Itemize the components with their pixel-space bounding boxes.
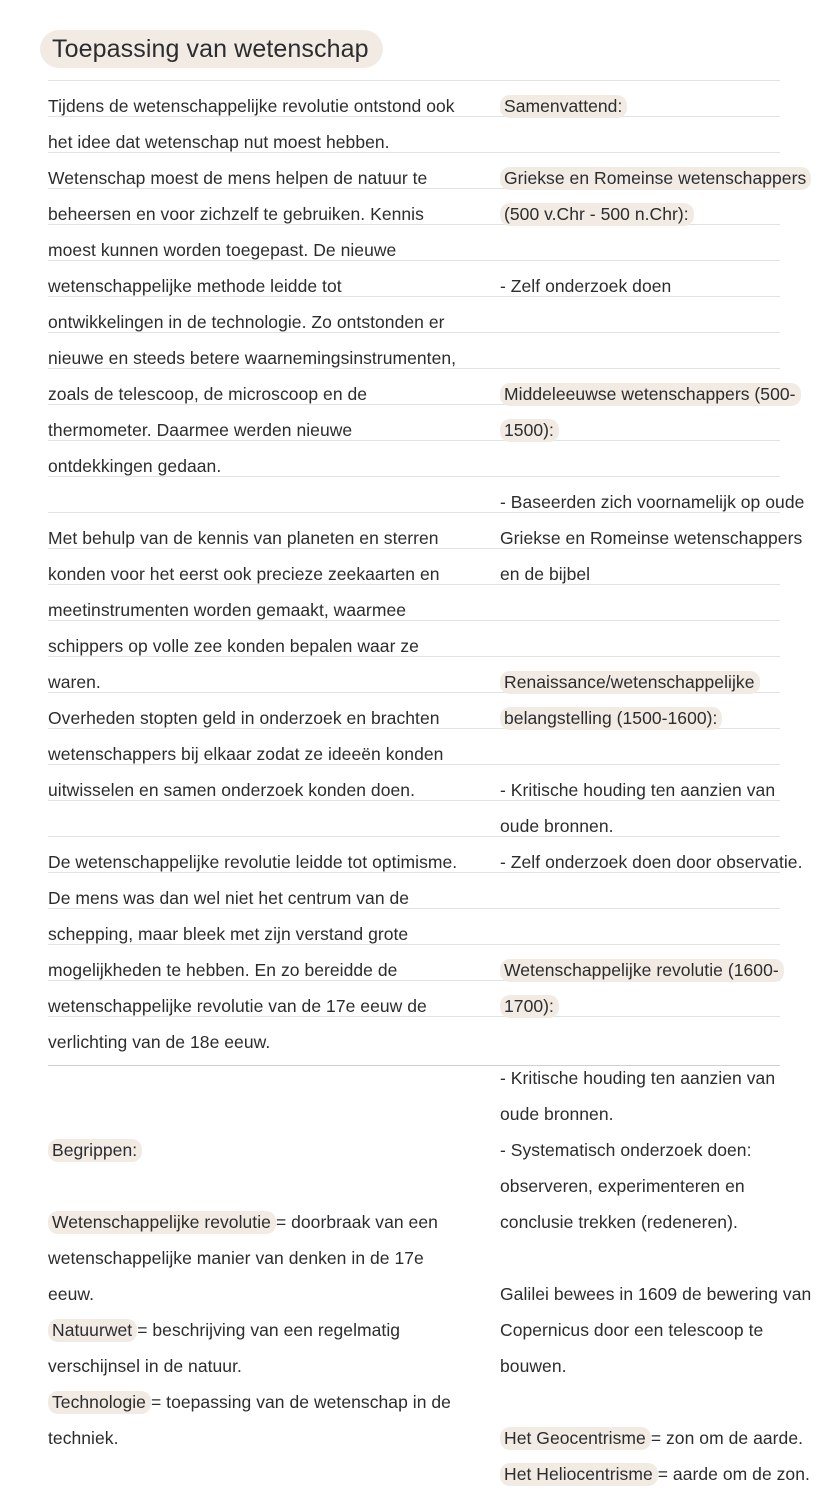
definition-item [500, 1420, 812, 1456]
galilei-note: Galilei bewees in 1609 de bewering van Copernicus door een telescoop te bouwen. [500, 1284, 812, 1376]
begrip-definition: = beschrijving van een regelmatig verschijnsel in de natuur. [48, 1320, 401, 1376]
section-heading-scientific-revolution [500, 952, 812, 1024]
section-item: - Zelf onderzoek doen door observatie. [500, 852, 803, 872]
section-gap [500, 736, 812, 772]
begrippen-heading [48, 1132, 460, 1168]
page-title-row [40, 30, 788, 70]
paragraph-gap [48, 484, 460, 520]
definition-term: Het Heliocentrisme [500, 1463, 658, 1486]
section-gap [500, 232, 812, 268]
section-item: - Kritische houding ten aanzien van oude bronnen. [500, 780, 776, 836]
paragraph-4: De wetenschappelijke revolutie leidde tot optimisme. De mens was dan wel niet het centrum van de schepping, maar bleek met zijn verstand grote mogelijkheden te hebben. En zo bereidde de wetenschappelijke revolutie van de 17e eeuw de verlichting van de 18e eeuw. [48, 852, 458, 1052]
definition-text: = zon om de aarde. [650, 1428, 804, 1448]
section-item: - Kritische houding ten aanzien van oude bronnen. [500, 1068, 776, 1124]
begrip-term: Wetenschappelijke revolutie [48, 1211, 276, 1234]
section-heading-middle-ages [500, 376, 812, 448]
begrip-item [48, 1384, 460, 1456]
right-column [500, 88, 812, 1492]
section-gap [500, 304, 812, 376]
section-item: - Baseerden zich voornamelijk op oude Griekse en Romeinse wetenschappers en de bijbel [500, 492, 805, 584]
section-heading-label: Renaissance/wetenschappelijke belangstelling (1500-1600): [500, 671, 760, 730]
paragraph-1: Tijdens de wetenschappelijke revolutie ontstond ook het idee dat wetenschap nut moest hebben. Wetenschap moest de mens helpen de natuur te beheersen en voor zichzelf te gebruiken. Kennis moest kunnen worden toegepast. De nieuwe wetenschappelijke methode leidde tot ontwikkelingen in de technologie. Zo ontstonden er nieuwe en steeds betere waarnemingsinstrumenten, zoals de telescoop, de microscoop en de thermometer. Daarmee werden nieuwe ontdekkingen gedaan. [48, 96, 457, 476]
paragraph-gap [48, 1168, 460, 1204]
section-heading-label: Griekse en Romeinse wetenschappers (500 v.Chr - 500 n.Chr): [500, 167, 811, 226]
section-gap [500, 448, 812, 484]
section-heading-label: Middeleeuwse wetenschappers (500-1500): [500, 383, 801, 442]
paragraph-2: Met behulp van de kennis van planeten en sterren konden voor het eerst ook precieze zeekaarten en meetinstrumenten worden gemaakt, waarmee schippers op volle zee konden bepalen waar ze waren. [48, 528, 440, 692]
begrip-item [48, 1312, 460, 1384]
section-heading-label: Wetenschappelijke revolutie (1600-1700): [500, 959, 784, 1018]
begrip-definition: = toepassing van de wetenschap in de techniek. [48, 1392, 451, 1448]
begrip-term: Technologie [48, 1391, 151, 1414]
paragraph-gap [48, 1060, 460, 1132]
section-heading-renaissance [500, 664, 812, 736]
left-column [48, 88, 460, 1456]
section-gap [500, 124, 812, 160]
begrip-definition: = doorbraak van een wetenschappelijke manier van denken in de 17e eeuw. [48, 1212, 438, 1304]
page-title: Toepassing van wetenschap [40, 30, 383, 68]
section-item: - Zelf onderzoek doen [500, 276, 672, 296]
section-item: - Systematisch onderzoek doen: observeren, experimenteren en conclusie trekken (redeneren). [500, 1140, 752, 1232]
section-heading-greeks-romans [500, 160, 812, 232]
section-gap [500, 592, 812, 664]
begrip-term: Natuurwet [48, 1319, 137, 1342]
samenvattend-heading-label: Samenvattend: [500, 95, 627, 118]
paragraph-gap [48, 808, 460, 844]
definition-term: Het Geocentrisme [500, 1427, 651, 1450]
begrip-item [48, 1204, 460, 1312]
paragraph-3: Overheden stopten geld in onderzoek en brachten wetenschappers bij elkaar zodat ze ideeën konden uitwisselen en samen onderzoek konden doen. [48, 708, 444, 800]
section-gap [500, 880, 812, 952]
section-gap [500, 1240, 812, 1276]
begrippen-heading-label: Begrippen: [48, 1139, 142, 1162]
section-gap [500, 1024, 812, 1060]
section-gap [500, 1384, 812, 1420]
definition-text: = aarde om de zon. [657, 1464, 810, 1484]
samenvattend-heading [500, 88, 812, 124]
definition-item [500, 1456, 812, 1492]
